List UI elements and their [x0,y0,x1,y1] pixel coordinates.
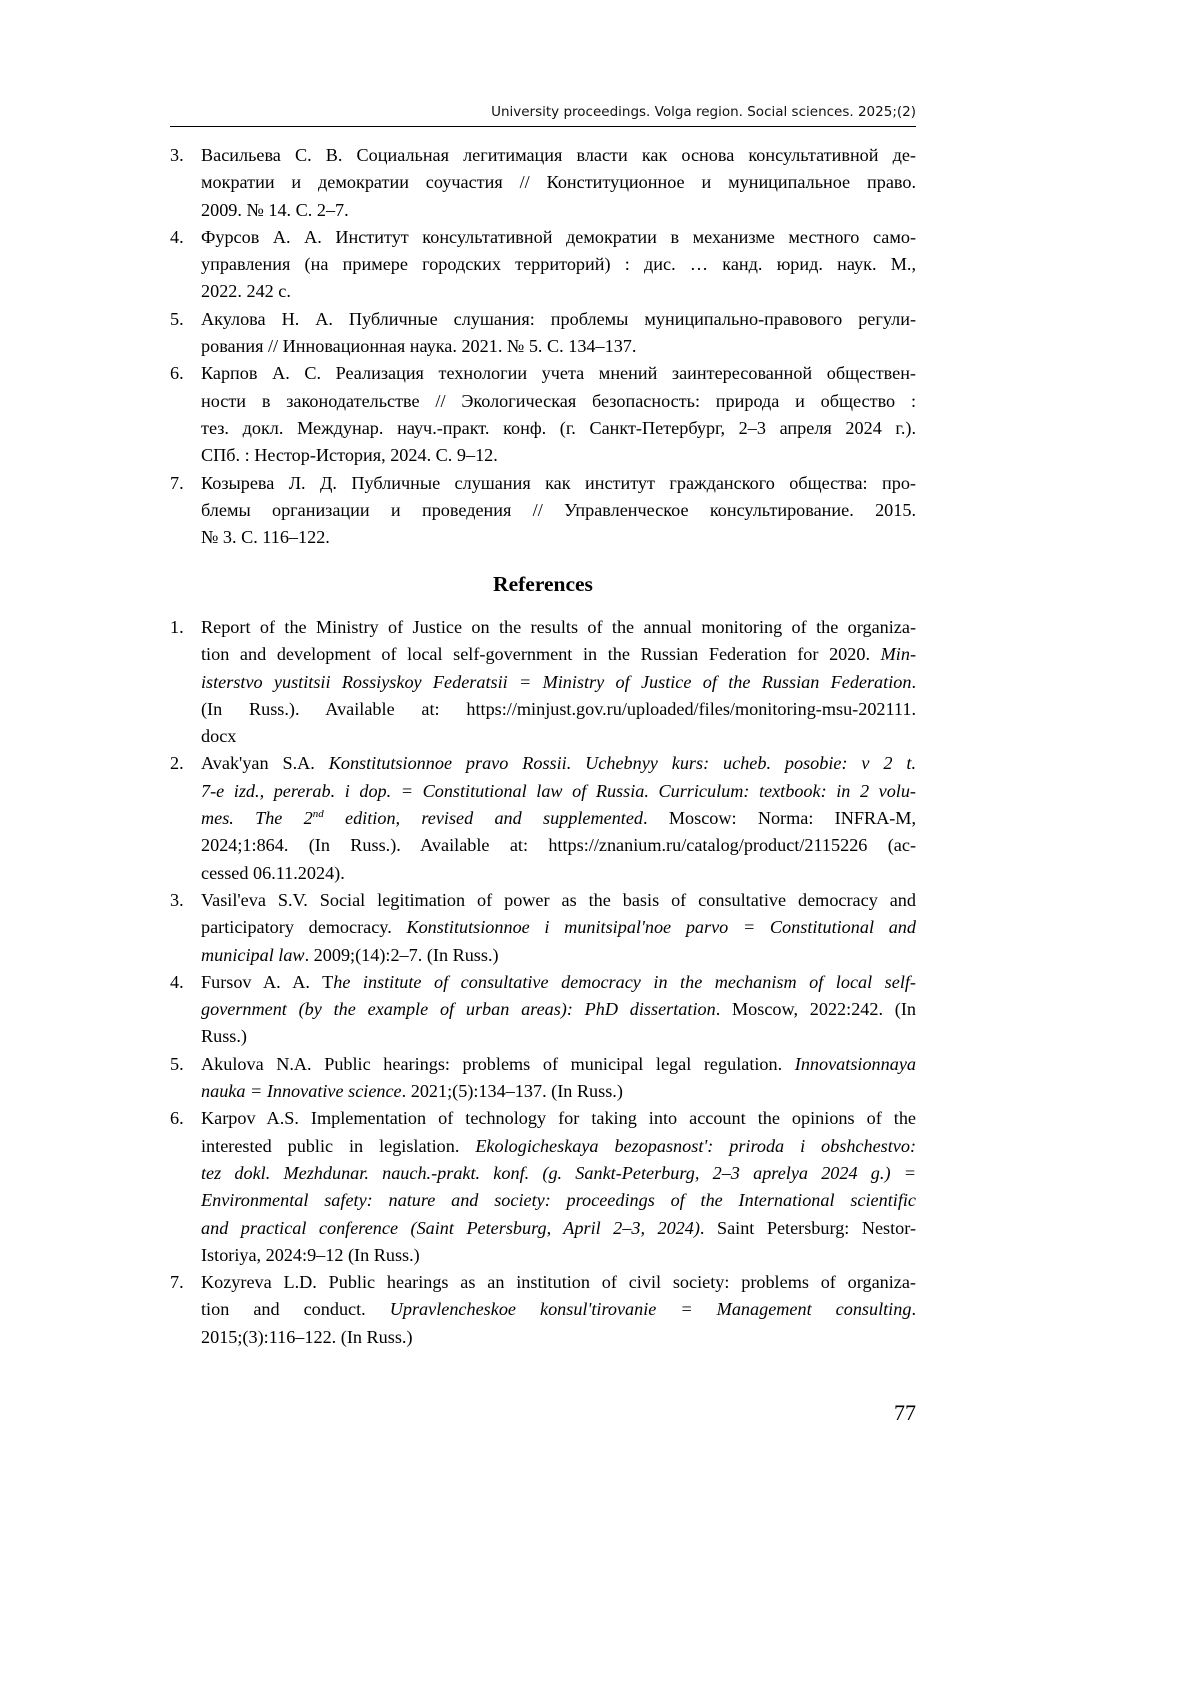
reference-line: Report of the Ministry of Justice on the results of the annual monitoring of the organiza- [201,617,916,637]
references-heading: References [493,572,593,596]
reference-line: 2015;(3):116–122. (In Russ.) [201,1326,413,1347]
reference-line: tion and development of local self-government in the Russian Federation for 2020. Min- [201,644,916,665]
reference-number: 3. [170,889,184,910]
reference-item [170,1105,916,1269]
reference-number: 4. [170,226,184,247]
reference-line: Akulova N.A. Public hearings: problems of municipal legal regulation. Innovatsionnaya [201,1053,916,1074]
reference-number: 6. [170,363,184,384]
running-head: University proceedings. Volga region. Social sciences. 2025;(2) [491,104,916,120]
reference-item [170,470,916,552]
reference-number: 7. [170,472,184,493]
page-number: 77 [894,1400,916,1425]
reference-item [170,969,916,1051]
reference-number: 1. [170,617,184,637]
reference-number: 2. [170,753,184,774]
reference-line: Russ.) [201,1026,247,1047]
reference-item [170,224,916,306]
reference-line: 7-e izd., pererab. i dop. = Constitutional law of Russia. Curriculum: textbook: in 2 volu- [201,780,916,801]
reference-item [170,887,916,969]
reference-line: мократии и демократии соучастия // Конституционное и муниципальное право. [201,172,916,193]
reference-line: tion and conduct. Upravlencheskoe konsul'tirovanie = Management consulting. [201,1299,916,1320]
reference-line: Козырева Л. Д. Публичные слушания как институт гражданского общества: про- [201,472,916,493]
header-rule [170,126,916,127]
reference-line: Васильева С. В. Социальная легитимация власти как основа консультативной де- [201,145,916,165]
reference-line: mes. The 2nd edition, revised and supplemented. Moscow: Norma: INFRA-M, [201,808,916,829]
reference-line: Vasil'eva S.V. Social legitimation of power as the basis of consultative democracy and [201,889,916,910]
reference-line: nauka = Innovative science. 2021;(5):134–137. (In Russ.) [201,1081,623,1102]
reference-line: Avak'yan S.A. Konstitutsionnoe pravo Rossii. Uchebnyy kurs: ucheb. posobie: v 2 t. [201,753,916,774]
reference-line: Kozyreva L.D. Public hearings as an institution of civil society: problems of organiza- [201,1272,916,1293]
reference-line: 2022. 242 с. [201,281,291,302]
reference-line: isterstvo yustitsii Rossiyskoy Federatsii = Ministry of Justice of the Russian Federation. [201,671,916,692]
reference-line: (In Russ.). Available at: https://minjust.gov.ru/uploaded/files/monitoring-msu-202111. [201,698,916,719]
reference-line: № 3. С. 116–122. [201,527,330,548]
reference-line: and practical conference (Saint Petersburg, April 2–3, 2024). Saint Petersburg: Nestor- [201,1217,917,1238]
reference-line: 2024;1:864. (In Russ.). Available at: https://znanium.ru/catalog/product/2115226 (ac- [201,835,916,856]
reference-item [170,614,916,750]
reference-line: Istoriya, 2024:9–12 (In Russ.) [201,1244,420,1265]
reference-line: interested public in legislation. Ekologicheskaya bezopasnost': priroda i obshchestvo: [201,1135,916,1156]
reference-item [170,1269,916,1351]
reference-number: 5. [170,1053,184,1074]
reference-number: 3. [170,145,184,165]
reference-line: Fursov A. A. The institute of consultative democracy in the mechanism of local self- [201,971,916,992]
reference-line: Акулова Н. А. Публичные слушания: проблемы муниципально-правового регули- [201,308,916,329]
reference-item [170,750,916,886]
reference-line: docx [201,726,237,747]
reference-line: рования // Инновационная наука. 2021. № 5. С. 134–137. [201,336,637,357]
reference-line: Фурсов А. А. Институт консультативной демократии в механизме местного само- [201,226,916,247]
reference-line: municipal law. 2009;(14):2–7. (In Russ.) [201,944,499,965]
reference-line: Карпов А. С. Реализация технологии учета мнений заинтересованной обществен- [201,363,916,384]
reference-item [170,306,916,361]
reference-line: 2009. № 14. С. 2–7. [201,199,349,220]
reference-number: 5. [170,308,184,329]
reference-line: government (by the example of urban areas): PhD dissertation. Moscow, 2022:242. (In [201,999,916,1020]
reference-line: participatory democracy. Konstitutsionnoe i munitsipal'noe parvo = Constitutional and [201,917,916,938]
reference-number: 4. [170,971,184,992]
reference-item [170,1051,916,1106]
reference-item [170,360,916,469]
reference-line: tez dokl. Mezhdunar. nauch.-prakt. konf. (g. Sankt-Peterburg, 2–3 aprelya 2024 g.) = [201,1162,916,1183]
reference-line: ности в законодательстве // Экологическая безопасность: природа и общество : [201,390,916,411]
english-reference-list [170,614,916,1351]
reference-number: 7. [170,1272,184,1293]
reference-line: Environmental safety: nature and society: proceedings of the International scientific [201,1190,916,1211]
reference-line: тез. докл. Междунар. науч.-практ. конф. (г. Санкт-Петербург, 2–3 апреля 2024 г.). [201,417,916,438]
reference-line: управления (на примере городских территорий) : дис. … канд. юрид. наук. М., [201,254,916,275]
reference-line: СПб. : Нестор-История, 2024. С. 9–12. [201,445,498,466]
reference-number: 6. [170,1108,184,1129]
russian-reference-list [170,142,916,551]
reference-line: блемы организации и проведения // Управленческое консультирование. 2015. [201,499,916,520]
reference-line: Karpov A.S. Implementation of technology for taking into account the opinions of the [201,1108,916,1129]
reference-line: cessed 06.11.2024). [201,862,345,883]
reference-item [170,142,916,224]
